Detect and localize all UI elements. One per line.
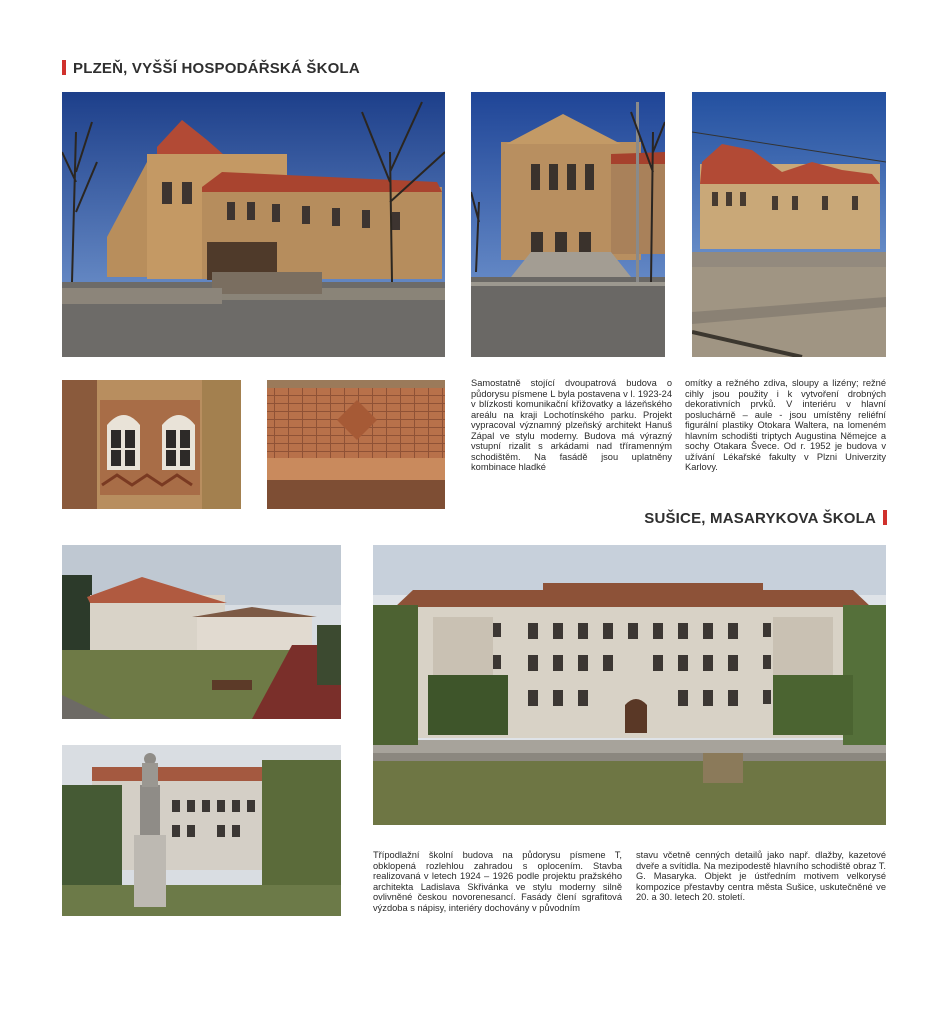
photo-plzen-front	[471, 92, 665, 357]
accent-bar	[62, 60, 66, 75]
photo-plzen-street	[692, 92, 886, 357]
susice-text-column-2: stavu včetně cenných detailů jako např. dlažby, kazetové dveře a svítidla. Na mezipodestě hlavního schodiště obraz T. G. Masaryka. Objekt je ústředním motivem velkorysé kompozice přestavby centra města Sušice, uskutečněné ve 20. a 30. letech 20. století.	[636, 850, 886, 902]
photo-susice-statue	[62, 745, 341, 916]
section-title-plzen	[62, 60, 360, 77]
section-title-susice	[644, 510, 887, 527]
photo-plzen-windows-detail	[62, 380, 241, 509]
photo-susice-garden	[62, 545, 341, 719]
accent-bar	[883, 510, 887, 525]
section-title-text: SUŠICE, MASARYKOVA ŠKOLA	[644, 510, 876, 527]
photo-susice-main-facade	[373, 545, 886, 825]
section-title-text: PLZEŇ, VYŠŠÍ HOSPODÁŘSKÁ ŠKOLA	[73, 60, 360, 77]
susice-text-column-1: Třípodlažní školní budova na půdorysu písmene T, obklopená rozlehlou zahradou s oplocením. Stavba realizovaná v letech 1924 – 1926 podle projektu pražského architekta Ladislava Skřivánka ve stylu moderny silně ovlivněné českou novorenesancí. Fasády člení sgrafitová výzdoba s nápisy, interiéry dochovány v původním	[373, 850, 622, 913]
photo-plzen-brick-detail	[267, 380, 445, 509]
photo-plzen-main	[62, 92, 445, 357]
plzen-text-column-2: omítky a režného zdiva, sloupy a lizény; režné cihly jsou použity i k vytvoření drobných dekorativních prvků. V interiéru v hlavní posluchárně – aule - jsou umístěny reliéfní figurální plastiky Otokara Waltera, na lomeném hlavním schodišti triptych Augustina Němejce a sochy Otakara Švece. Od r. 1952 je budova v užívání Lékařské fakulty v Plzni Univerzity Karlovy.	[685, 378, 886, 472]
plzen-text-column-1: Samostatně stojící dvoupatrová budova o půdorysu písmene L byla postavena v l. 1923-24 v blízkosti komunikační křižovatky a lázeňského areálu na kraji Lochotínského parku. Projekt vypracoval významný plzeňský architekt Hanuš Zápal ve stylu moderny. Budova má výrazný vstupní rizalit s arkádami nad tříramenným schodištěm. Na fasádě jsou uplatněny kombinace hladké	[471, 378, 672, 472]
